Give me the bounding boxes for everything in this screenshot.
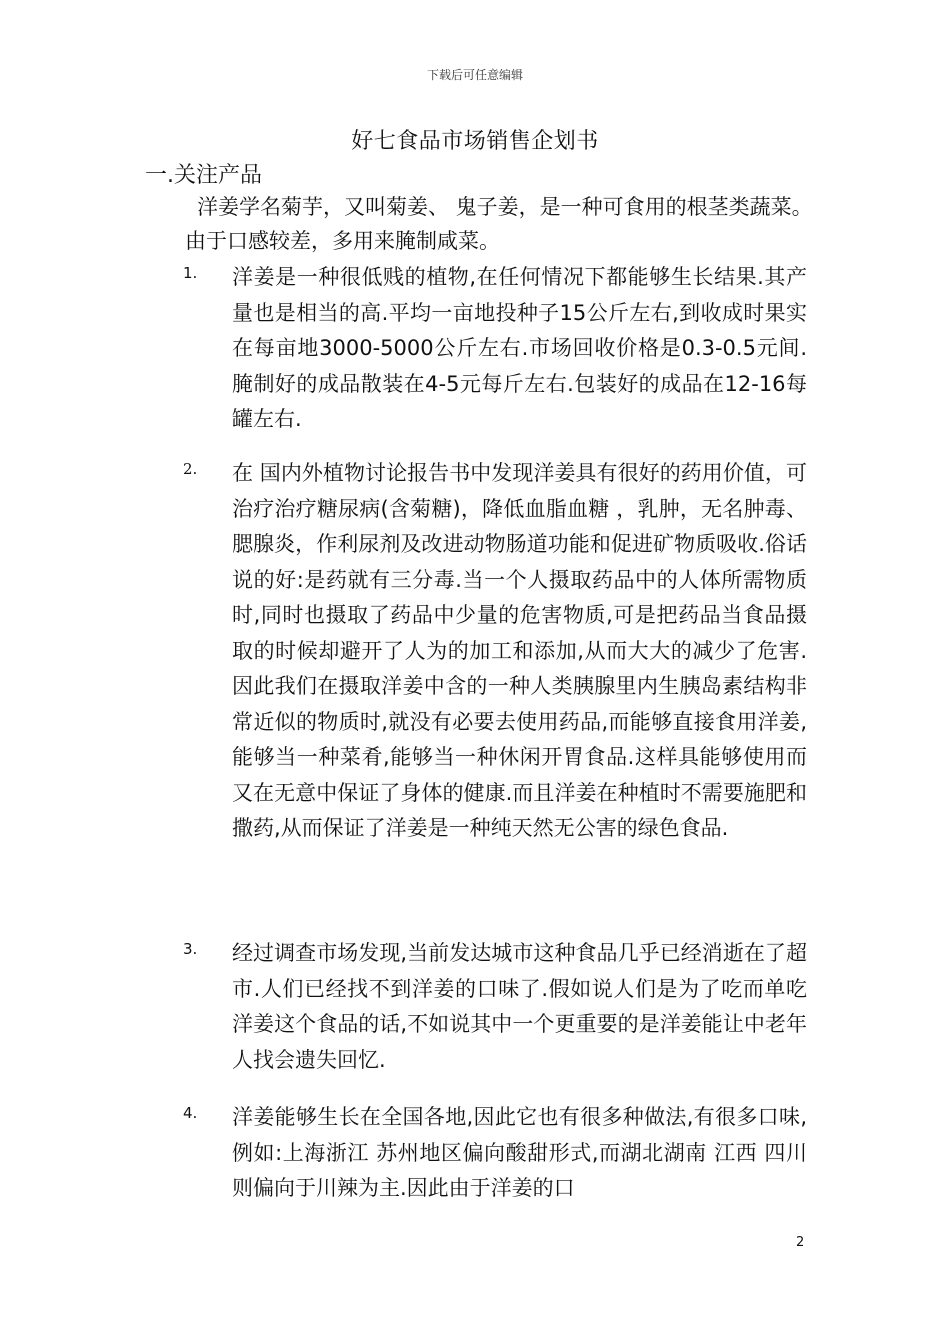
list-item	[183, 260, 823, 438]
list-item	[183, 1100, 823, 1207]
list-item-text: 洋姜能够生长在全国各地,因此它也有很多种做法,有很多口味,例如:上海浙江 苏州地区偏向酸甜形式,而湖北湖南 江西 四川则偏向于川辣为主.因此由于洋姜的口	[232, 1105, 807, 1200]
list-item-number: 4.	[183, 1104, 198, 1122]
page-number: 2	[796, 1235, 805, 1250]
page-title: 好七食品市场销售企划书	[351, 129, 599, 154]
list-item-number: 1.	[183, 264, 198, 282]
list-item	[183, 936, 823, 1078]
section-heading: 一.关注产品	[145, 163, 262, 188]
list-item-text: 经过调查市场发现,当前发达城市这种食品几乎已经消逝在了超市.人们已经找不到洋姜的口味了.假如说人们是为了吃而单吃洋姜这个食品的话,不如说其中一个更重要的是洋姜能让中老年人找会遗失回忆.	[232, 941, 807, 1072]
list-item-number: 3.	[183, 940, 198, 958]
list-item-text: 洋姜是一种很低贱的植物,在任何情况下都能够生长结果.其产量也是相当的高.平均一亩地投种子15公斤左右,到收成时果实在每亩地3000-5000公斤左右.市场回收价格是0.3-0.5元间. 腌制好的成品散装在4-5元每斤左右.包装好的成品在12-16每罐左右.	[232, 265, 807, 431]
list-item-number: 2.	[183, 460, 198, 478]
list-item	[183, 456, 823, 847]
intro-paragraph: 洋姜学名菊芋，又叫菊姜、 鬼子姜，是一种可食用的根茎类蔬菜。由于口感较差，多用来腌制咸菜。	[185, 195, 813, 253]
header-note: 下载后可任意编辑	[426, 68, 523, 82]
list-item-text: 在 国内外植物讨论报告书中发现洋姜具有很好的药用价值，可治疗治疗糖尿病(含菊糖)，降低血脂血糖 ，乳肿，无名肿毒、 腮腺炎，作利尿剂及改进动物肠道功能和促进矿物质吸收.俗话说的好:是药就有三分毒.当一个人摄取药品中的人体所需物质时,同时也摄取了药品中少量的危害物质,可是把药品当食品摄取的时候却避开了人为的加工和添加,从而大大的减少了危害.因此我们在摄取洋姜中含的一种人类胰腺里内生胰岛素结构非常近似的物质时,就没有必要去使用药品,而能够直接食用洋姜,能够当一种菜肴,能够当一种休闲开胃食品.这样具能够使用而又在无意中保证了身体的健康.而且洋姜在种植时不需要施肥和撒药,从而保证了洋姜是一种纯天然无公害的绿色食品.	[232, 461, 807, 840]
